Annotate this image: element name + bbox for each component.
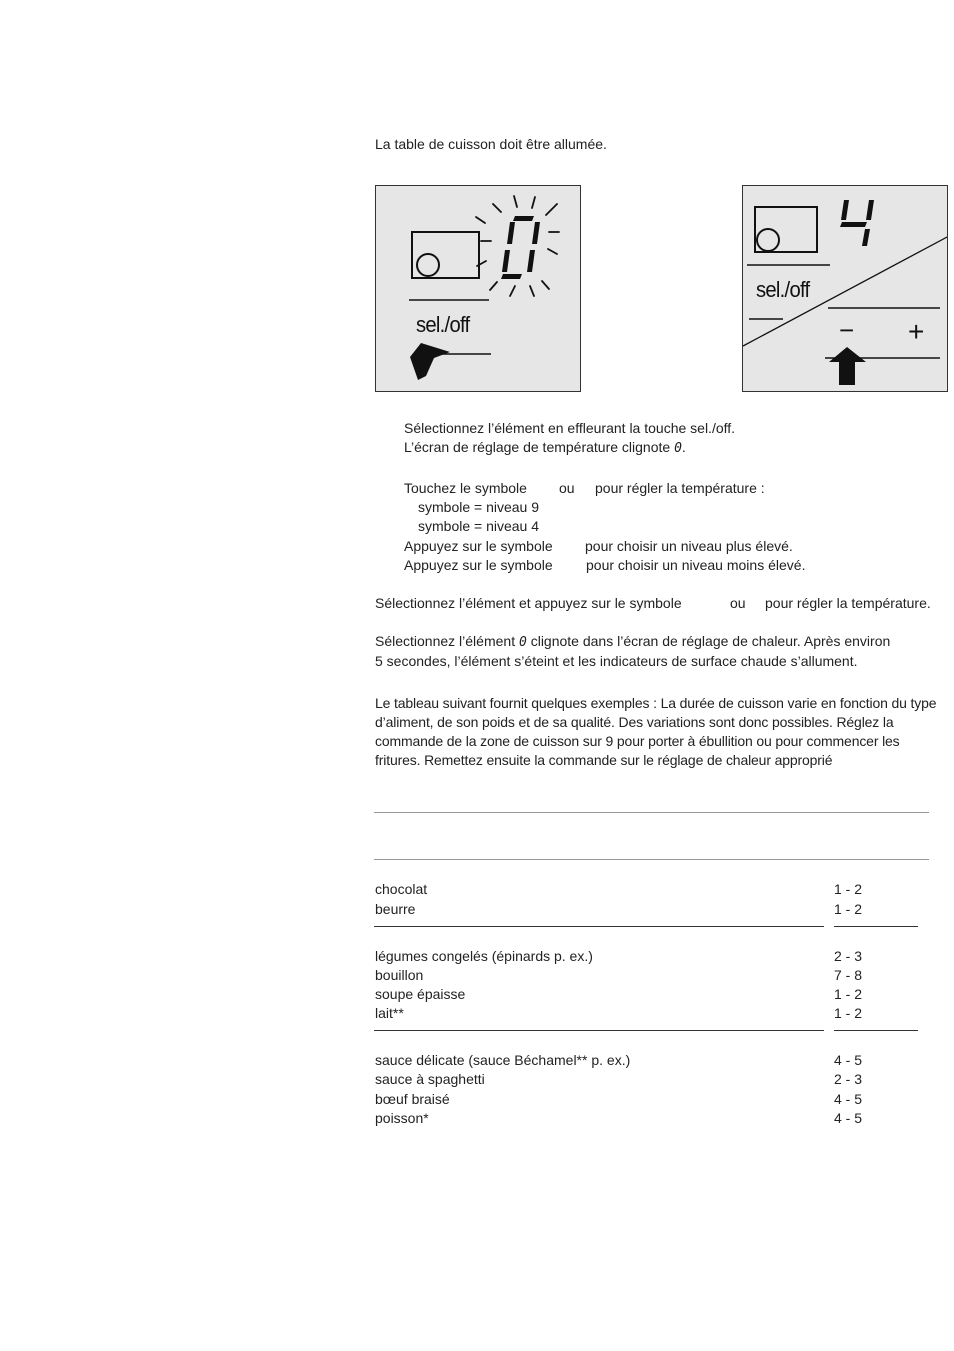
sel-off-label-right: sel./off (756, 277, 810, 302)
sel-off-label-left: sel./off (416, 312, 470, 337)
group-rule-level (834, 926, 918, 927)
step-2-line-1-a: Touchez le symbole (404, 480, 527, 496)
step-2-line-5-b: pour choisir un niveau moins élevé. (586, 557, 806, 573)
table-row: lait** 1 - 2 (375, 1005, 863, 1021)
plus-symbol: + (908, 316, 925, 347)
para-select-c: pour régler la température. (765, 595, 931, 611)
control-panel-right (742, 185, 948, 392)
table-row: sauce délicate (sauce Béchamel** p. ex.) 4 - 5 (375, 1052, 863, 1068)
table-row: chocolat 1 - 2 (375, 881, 863, 897)
table-row: beurre 1 - 2 (375, 901, 863, 917)
para-select-a: Sélectionnez l’élément et appuyez sur le symbole (375, 595, 682, 611)
para-off-line-1: Sélectionnez l’élément 0 clignote dans l’écran de réglage de chaleur. Après environ (375, 633, 891, 650)
step-2-line-2: symbole = niveau 9 (418, 499, 540, 515)
step-2-line-1-b: ou (559, 480, 575, 496)
table-row: sauce à spaghetti 2 - 3 (375, 1071, 863, 1087)
para-off-line-2: 5 secondes, l’élément s’éteint et les indicateurs de surface chaude s’allument. (375, 653, 858, 669)
intro-text: La table de cuisson doit être allumée. (375, 136, 607, 152)
para-select-b: ou (730, 595, 746, 611)
step-2-line-4-a: Appuyez sur le symbole (404, 538, 553, 554)
control-panel-left (375, 185, 581, 392)
table-header-rule (374, 859, 929, 860)
table-top-rule (374, 812, 929, 813)
control-panel-left-drawing (376, 186, 581, 392)
table-row: bouillon 7 - 8 (375, 967, 863, 983)
group-rule-food (374, 1030, 824, 1031)
minus-symbol: − (839, 315, 855, 345)
step-1-line-1: Sélectionnez l’élément en effleurant la touche sel./off. (404, 420, 736, 436)
table-row: légumes congelés (épinards p. ex.) 2 - 3 (375, 948, 863, 964)
step-1-line-2: L’écran de réglage de température clignote 0. (404, 439, 686, 456)
group-rule-level (834, 1030, 918, 1031)
step-2-line-4-b: pour choisir un niveau plus élevé. (585, 538, 793, 554)
table-row: poisson* 4 - 5 (375, 1110, 863, 1126)
step-2-line-1-c: pour régler la température : (595, 480, 765, 496)
step-2-line-5-a: Appuyez sur le symbole (404, 557, 553, 573)
para-table-intro: Le tableau suivant fournit quelques exemples : La durée de cuisson varie en fonction du type d’aliment, de son poids et de sa qualité. Des variations sont donc possibles. Réglez la commande de la zone de cuisson sur 9 pour porter à ébullition ou pour commencer les fritures. Remettez ensuite la commande sur le réglage de chaleur approprié (375, 695, 937, 768)
group-rule-food (374, 926, 824, 927)
table-row: bœuf braisé 4 - 5 (375, 1091, 863, 1107)
table-row: soupe épaisse 1 - 2 (375, 986, 863, 1002)
step-2-line-3: symbole = niveau 4 (418, 518, 540, 534)
